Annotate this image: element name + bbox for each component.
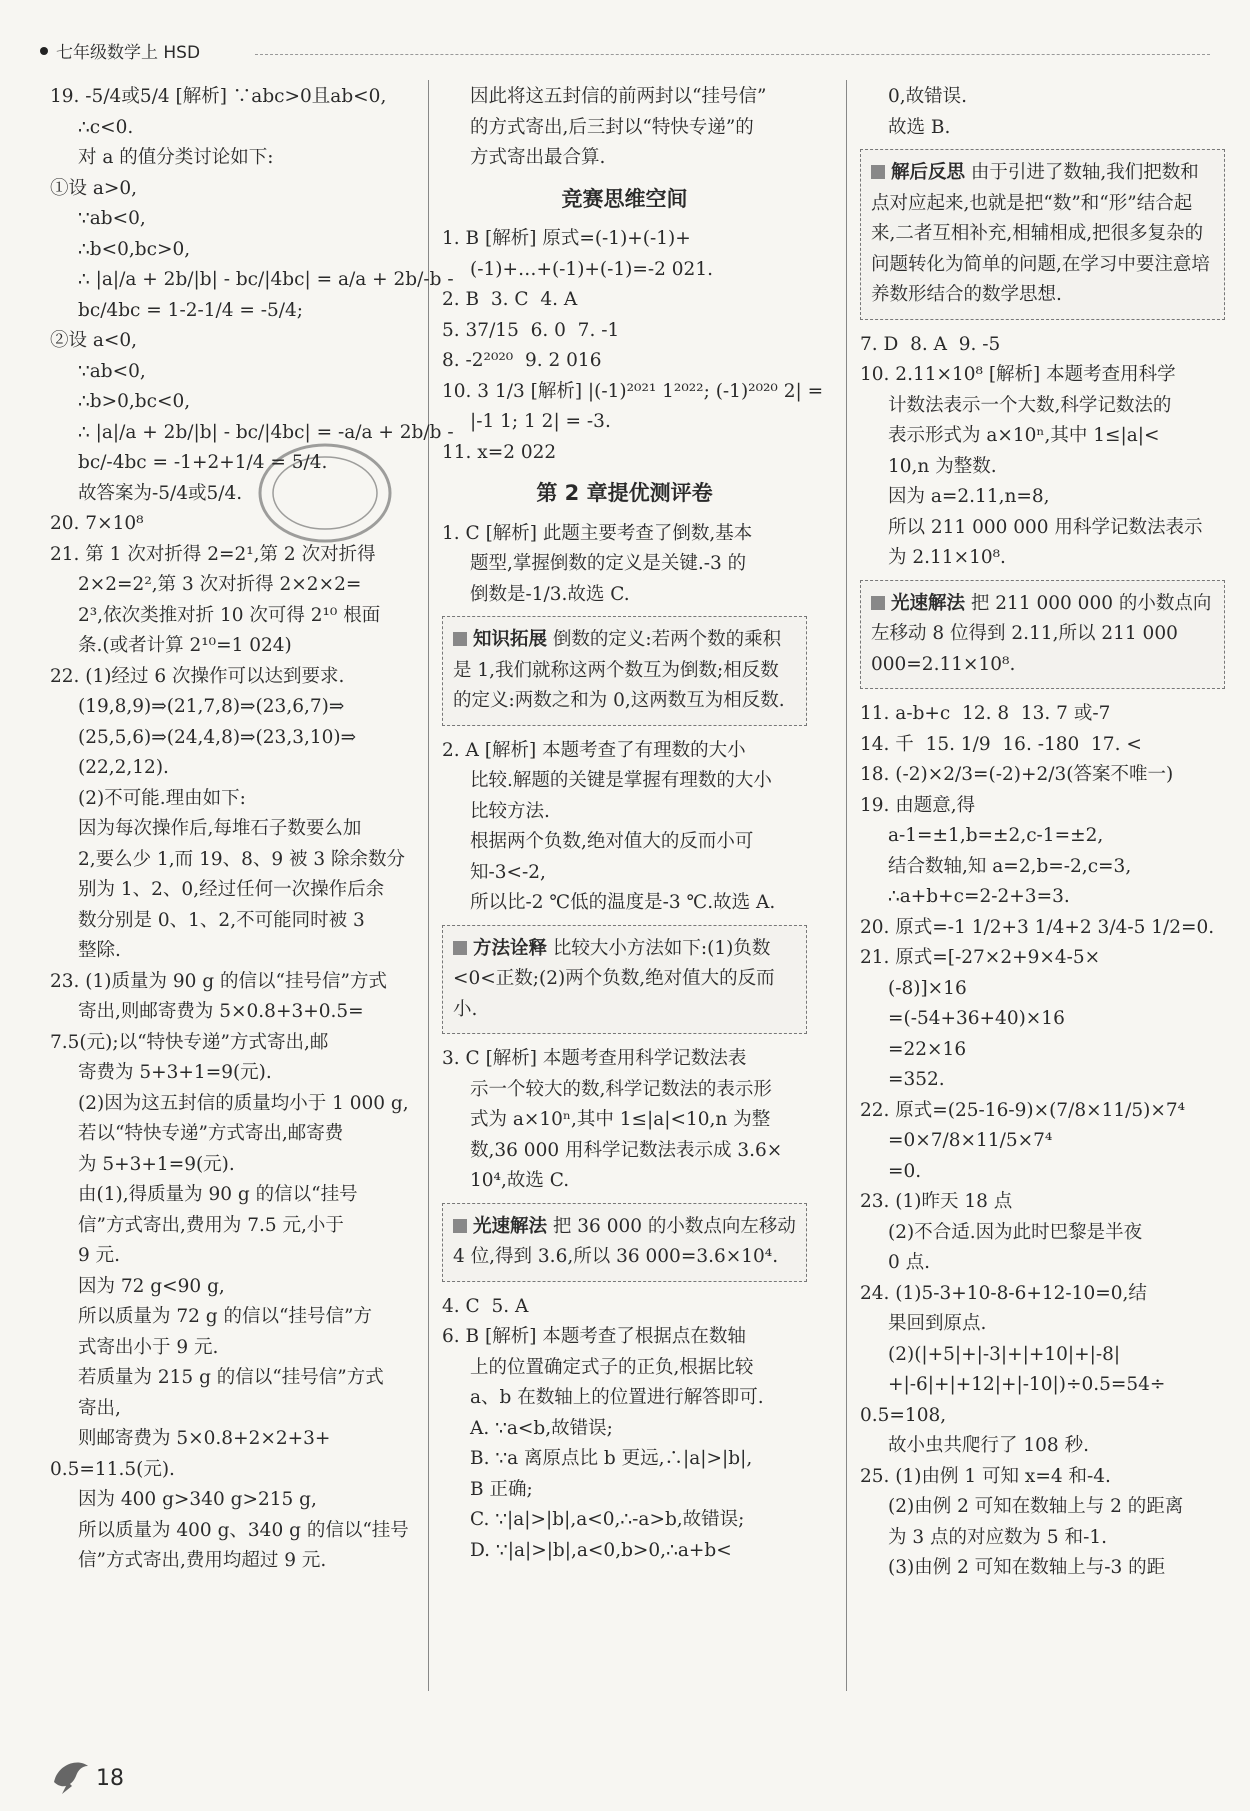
text-line: 0.5=108, bbox=[860, 1404, 947, 1426]
text-line: (-1)+…+(-1)+(-1)=-2 021. bbox=[470, 258, 713, 280]
text-line: 6. B [解析] 本题考查了根据点在数轴 bbox=[442, 1326, 746, 1347]
text-line: 因此将这五封信的前两封以“挂号信” bbox=[470, 86, 767, 107]
tip-text: 由于引进了数轴,我们把数和点对应起来,也就是把“数”和“形”结合起来,二者互相补充,相辅相成,把很多复杂的问题转化为简单的问题,在学习中要注意培养数形结合的数学思想. bbox=[871, 162, 1210, 305]
text-line: 为 2.11×10⁸. bbox=[888, 547, 1006, 568]
tip-box bbox=[860, 580, 1225, 690]
text-line: 18. (-2)×2/3=(-2)+2/3(答案不唯一) bbox=[860, 764, 1174, 785]
text-line: ∴b<0,bc>0, bbox=[78, 238, 191, 260]
text-line: 信”方式寄出,费用为 7.5 元,小于 bbox=[78, 1214, 344, 1236]
text-line: 23. (1)质量为 90 g 的信以“挂号信”方式 bbox=[50, 970, 387, 992]
column-middle bbox=[442, 82, 824, 1566]
text-line: 9 元. bbox=[78, 1245, 121, 1266]
tip-title: 方法诠释 bbox=[473, 937, 548, 959]
text-line: 寄费为 5+3+1=9(元). bbox=[78, 1062, 272, 1083]
tip-title: 解后反思 bbox=[891, 162, 966, 183]
text-line: 结合数轴,知 a=2,b=-2,c=3, bbox=[888, 855, 1132, 877]
text-line: 4. C 5. A bbox=[442, 1295, 529, 1317]
text-line: =(-54+36+40)×16 bbox=[888, 1008, 1065, 1029]
column-left bbox=[50, 82, 454, 1577]
text-line: =0×7/8×11/5×7⁴ bbox=[888, 1130, 1053, 1151]
text-line: 7.5(元);以“特快专递”方式寄出,邮 bbox=[50, 1031, 329, 1053]
page-number: 18 bbox=[96, 1766, 124, 1791]
text-line: 别为 1、2、0,经过任何一次操作后余 bbox=[78, 879, 385, 900]
text-line: (2)不可能.理由如下: bbox=[78, 787, 246, 809]
text-line: ∵ab<0, bbox=[78, 360, 146, 382]
text-line: bc/-4bc = -1+2+1/4 = 5/4. bbox=[78, 452, 328, 473]
text-line: 所以质量为 72 g 的信以“挂号信”方 bbox=[78, 1306, 372, 1327]
note-icon bbox=[453, 941, 467, 955]
text-line: 表示形式为 a×10ⁿ,其中 1≤|a|< bbox=[888, 425, 1160, 446]
text-line: =22×16 bbox=[888, 1038, 967, 1060]
text-line: ②设 a<0, bbox=[50, 330, 138, 351]
text-line: 24. (1)5-3+10-8-6+12-10=0,结 bbox=[860, 1282, 1147, 1304]
text-line: 22. 原式=(25-16-9)×(7/8×11/5)×7⁴ bbox=[860, 1099, 1186, 1121]
text-line: 倒数是-1/3.故选 C. bbox=[470, 583, 630, 605]
text-line: a、b 在数轴上的位置进行解答即可. bbox=[470, 1387, 764, 1408]
text-line: ∵ab<0, bbox=[78, 208, 146, 229]
text-line: (2)因为这五封信的质量均小于 1 000 g, bbox=[78, 1092, 409, 1114]
text-line: A. ∵a<b,故错误; bbox=[470, 1417, 613, 1439]
text-line: 计数法表示一个大数,科学记数法的 bbox=[888, 394, 1172, 416]
text-line: a-1=±1,b=±2,c-1=±2, bbox=[888, 825, 1104, 846]
text-line: 20. 7×10⁸ bbox=[50, 513, 144, 534]
header-divider bbox=[255, 54, 1210, 55]
text-line: 所以 211 000 000 用科学记数法表示 bbox=[888, 516, 1203, 538]
dolphin-logo-icon bbox=[48, 1752, 94, 1798]
text-line: 22. (1)经过 6 次操作可以达到要求. bbox=[50, 665, 345, 687]
text-line: B 正确; bbox=[470, 1478, 533, 1500]
answer-list bbox=[442, 736, 807, 919]
text-line: 21. 原式=[-27×2+9×4-5× bbox=[860, 947, 1101, 968]
section-title: 竞赛思维空间 bbox=[561, 186, 688, 211]
text-line: 21. 第 1 次对折得 2=2¹,第 2 次对折得 bbox=[50, 543, 376, 565]
tip-text: 把 36 000 的小数点向左移动 4 位,得到 3.6,所以 36 000=3.6×10⁴. bbox=[453, 1215, 796, 1267]
text-line: 3. C [解析] 本题考查用科学记数法表 bbox=[442, 1048, 747, 1069]
text-line: 故答案为-5/4或5/4. bbox=[78, 482, 243, 504]
text-line: 条.(或者计算 2¹⁰=1 024) bbox=[78, 635, 292, 656]
tip-title: 光速解法 bbox=[473, 1215, 548, 1237]
text-line: 式为 a×10ⁿ,其中 1≤|a|<10,n 为整 bbox=[470, 1109, 771, 1130]
text-line: 0 点. bbox=[888, 1252, 931, 1273]
text-line: (22,2,12). bbox=[78, 757, 169, 778]
text-line: 由(1),得质量为 90 g 的信以“挂号 bbox=[78, 1184, 358, 1205]
answer-list bbox=[50, 82, 454, 1577]
text-line: 2³,依次类推对折 10 次可得 2¹⁰ 根面 bbox=[78, 604, 381, 626]
text-line: 寄出, bbox=[78, 1397, 121, 1419]
column-divider bbox=[846, 80, 847, 1691]
column-divider bbox=[428, 80, 429, 1691]
text-line: 比较方法. bbox=[470, 800, 550, 822]
section-title: 第 2 章提优测评卷 bbox=[536, 481, 713, 505]
tip-text: 比较大小方法如下:(1)负数<0<正数;(2)两个负数,绝对值大的反而小. bbox=[453, 937, 775, 1020]
text-line: ①设 a>0, bbox=[50, 177, 138, 199]
text-line: 20. 原式=-1 1/2+3 1/4+2 3/4-5 1/2=0. bbox=[860, 916, 1215, 938]
text-line: C. ∵|a|>|b|,a<0,∴-a>b,故错误; bbox=[470, 1509, 745, 1530]
tip-text: 把 211 000 000 的小数点向左移动 8 位得到 2.11,所以 211 000 000=2.11×10⁸. bbox=[871, 592, 1212, 675]
text-line: 因为 400 g>340 g>215 g, bbox=[78, 1489, 317, 1510]
note-icon bbox=[871, 596, 885, 610]
text-line: 2×2=2²,第 3 次对折得 2×2×2= bbox=[78, 574, 362, 595]
text-line: (3)由例 2 可知在数轴上与-3 的距 bbox=[888, 1557, 1166, 1578]
text-line: 所以比-2 ℃低的温度是-3 ℃.故选 A. bbox=[470, 892, 776, 913]
text-line: 25. (1)由例 1 可知 x=4 和-4. bbox=[860, 1465, 1111, 1487]
text-line: 的方式寄出,后三封以“特快专递”的 bbox=[470, 116, 754, 138]
text-line: B. ∵a 离原点比 b 更远,∴|a|>|b|, bbox=[470, 1448, 753, 1469]
text-line: (2)由例 2 可知在数轴上与 2 的距离 bbox=[888, 1496, 1184, 1517]
text-line: 14. 千 15. 1/9 16. -180 17. < bbox=[860, 733, 1142, 755]
text-line: 19. -5/4或5/4 [解析] ∵abc>0且ab<0, bbox=[50, 86, 387, 107]
text-line: 则邮寄费为 5×0.8+2×2+3+ bbox=[78, 1428, 331, 1449]
text-line: ∴ |a|/a + 2b/|b| - bc/|4bc| = a/a + 2b/-b - bbox=[78, 269, 454, 290]
text-line: 2. A [解析] 本题考查了有理数的大小 bbox=[442, 739, 746, 761]
text-line: (2)(|+5|+|-3|+|+10|+|-8| bbox=[888, 1343, 1121, 1365]
text-line: 10. 2.11×10⁸ [解析] 本题考查用科学 bbox=[860, 364, 1176, 385]
answer-list bbox=[442, 82, 807, 174]
text-line: 对 a 的值分类讨论如下: bbox=[78, 147, 274, 168]
answer-list bbox=[860, 330, 1225, 574]
text-line: 上的位置确定式子的正负,根据比较 bbox=[470, 1356, 754, 1378]
text-line: (25,5,6)⇒(24,4,8)⇒(23,3,10)⇒ bbox=[78, 726, 357, 748]
text-line: 10⁴,故选 C. bbox=[470, 1170, 570, 1191]
text-line: 8. -2²⁰²⁰ 9. 2 016 bbox=[442, 350, 602, 371]
text-line: 因为 a=2.11,n=8, bbox=[888, 486, 1050, 507]
text-line: 整除. bbox=[78, 940, 121, 961]
text-line: 11. a-b+c 12. 8 13. 7 或-7 bbox=[860, 703, 1111, 724]
note-icon bbox=[871, 165, 885, 179]
text-line: 故小虫共爬行了 108 秒. bbox=[888, 1435, 1089, 1456]
text-line: 1. C [解析] 此题主要考查了倒数,基本 bbox=[442, 522, 753, 544]
answer-list bbox=[860, 699, 1225, 1584]
text-line: 7. D 8. A 9. -5 bbox=[860, 333, 1001, 355]
text-line: (2)不合适.因为此时巴黎是半夜 bbox=[888, 1221, 1143, 1243]
text-line: 知-3<-2, bbox=[470, 861, 546, 883]
text-line: 方式寄出最合算. bbox=[470, 147, 606, 168]
tip-text: 倒数的定义:若两个数的乘积是 1,我们就称这两个数互为倒数;相反数的定义:两数之和为 0,这两数互为相反数. bbox=[453, 629, 785, 711]
answer-list bbox=[442, 1292, 807, 1567]
text-line: 19. 由题意,得 bbox=[860, 794, 976, 816]
text-line: 为 3 点的对应数为 5 和-1. bbox=[888, 1526, 1107, 1548]
text-line: +|-6|+|+12|+|-10|)÷0.5=54÷ bbox=[888, 1374, 1166, 1395]
text-line: 式寄出小于 9 元. bbox=[78, 1336, 219, 1358]
text-line: 0,故错误. bbox=[888, 86, 968, 107]
text-line: =0. bbox=[888, 1160, 922, 1182]
text-line: 2,要么少 1,而 19、8、9 被 3 除余数分 bbox=[78, 848, 406, 870]
text-line: bc/4bc = 1-2-1/4 = -5/4; bbox=[78, 299, 304, 321]
text-line: 1. B [解析] 原式=(-1)+(-1)+ bbox=[442, 228, 691, 249]
tip-box bbox=[860, 149, 1225, 320]
answer-list bbox=[442, 519, 807, 611]
note-icon bbox=[453, 632, 467, 646]
text-line: 23. (1)昨天 18 点 bbox=[860, 1191, 1013, 1212]
tip-box bbox=[442, 925, 807, 1035]
text-line: 所以质量为 400 g、340 g 的信以“挂号 bbox=[78, 1519, 409, 1541]
bullet-icon bbox=[40, 47, 48, 55]
text-line: 5. 37/15 6. 0 7. -1 bbox=[442, 319, 620, 341]
text-line: 根据两个负数,绝对值大的反而小可 bbox=[470, 831, 754, 852]
text-line: 若以“特快专递”方式寄出,邮寄费 bbox=[78, 1123, 344, 1144]
tip-title: 光速解法 bbox=[891, 592, 966, 614]
answer-list bbox=[860, 82, 1225, 143]
text-line: 2. B 3. C 4. A bbox=[442, 289, 578, 310]
text-line: D. ∵|a|>|b|,a<0,b>0,∴a+b< bbox=[470, 1539, 732, 1561]
text-line: 因为 72 g<90 g, bbox=[78, 1275, 225, 1297]
text-line: =352. bbox=[888, 1069, 945, 1090]
text-line: ∴b>0,bc<0, bbox=[78, 391, 191, 412]
text-line: |-1 1; 1 2| = -3. bbox=[470, 411, 611, 432]
note-icon bbox=[453, 1219, 467, 1233]
text-line: 10,n 为整数. bbox=[888, 455, 997, 477]
page-header bbox=[40, 38, 1210, 62]
text-line: 果回到原点. bbox=[888, 1313, 987, 1334]
text-line: 比较.解题的关键是掌握有理数的大小 bbox=[470, 770, 772, 791]
text-line: 为 5+3+1=9(元). bbox=[78, 1153, 235, 1175]
text-line: 0.5=11.5(元). bbox=[50, 1458, 175, 1480]
tip-box bbox=[442, 1203, 807, 1282]
tip-title: 知识拓展 bbox=[473, 629, 548, 650]
tip-box bbox=[442, 616, 807, 726]
text-line: 寄出,则邮寄费为 5×0.8+3+0.5= bbox=[78, 1001, 364, 1022]
text-line: ∴a+b+c=2-2+3=3. bbox=[888, 886, 1070, 907]
text-line: 10. 3 1/3 [解析] |(-1)²⁰²¹ 1²⁰²²; (-1)²⁰²⁰ 2| = bbox=[442, 380, 824, 402]
text-line: ∴c<0. bbox=[78, 116, 134, 138]
header-title: 七年级数学上 HSD bbox=[56, 43, 201, 63]
text-line: (19,8,9)⇒(21,7,8)⇒(23,6,7)⇒ bbox=[78, 696, 345, 717]
text-line: 数,36 000 用科学记数法表示成 3.6× bbox=[470, 1139, 783, 1161]
text-line: 因为每次操作后,每堆石子数要么加 bbox=[78, 818, 362, 839]
text-line: (-8)]×16 bbox=[888, 977, 967, 999]
answer-list bbox=[442, 1044, 807, 1197]
text-line: ∴ |a|/a + 2b/|b| - bc/|4bc| = -a/a + 2b/b - bbox=[78, 421, 454, 443]
text-line: 11. x=2 022 bbox=[442, 441, 557, 463]
text-line: 题型,掌握倒数的定义是关键.-3 的 bbox=[470, 553, 747, 574]
answer-list bbox=[442, 224, 824, 468]
text-line: 若质量为 215 g 的信以“挂号信”方式 bbox=[78, 1367, 384, 1388]
text-line: 故选 B. bbox=[888, 116, 951, 138]
text-line: 示一个较大的数,科学记数法的表示形 bbox=[470, 1078, 772, 1100]
text-line: 数分别是 0、1、2,不可能同时被 3 bbox=[78, 909, 365, 931]
text-line: 信”方式寄出,费用均超过 9 元. bbox=[78, 1550, 327, 1571]
column-right bbox=[860, 82, 1225, 1584]
